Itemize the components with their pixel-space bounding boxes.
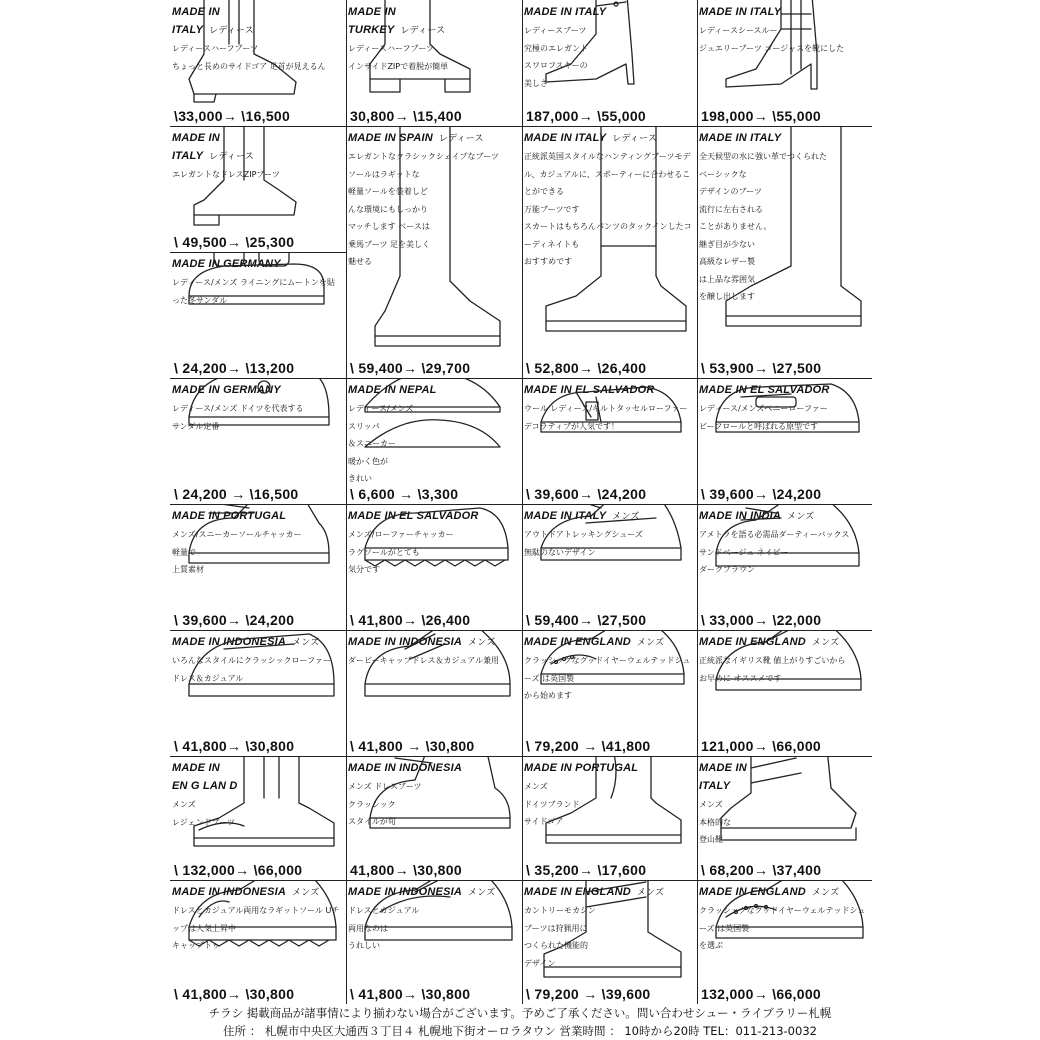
- desert-boot-illustration: [360, 756, 520, 858]
- store-footer: [0, 1004, 1040, 1040]
- description: メンズ/ローファーチャッカー ラグソールがとても 気分です: [348, 530, 454, 574]
- grid-divider: [522, 0, 523, 1004]
- product-card: [522, 630, 697, 756]
- product-card: [346, 880, 522, 1004]
- product-card: [346, 504, 522, 630]
- description: 正統派英国スタイルなハンティングブーツモデル、カジュアルに、スポーティーに合わせることができる 万能ブーツです スカートはもちろんパンツのタックインしたコーディネイトも おすすめです: [524, 152, 692, 266]
- price-tag: \ 41,800 → \30,800: [350, 738, 475, 754]
- derby-illustration: [360, 630, 520, 734]
- gender-label: メンズ: [292, 887, 320, 897]
- wingtip-illustration: [536, 630, 696, 734]
- origin-text: MADE IN GERMANY: [172, 258, 281, 270]
- gender-label: メンズ: [811, 887, 840, 897]
- gender-label: メンズ: [292, 637, 320, 647]
- product-card: [522, 378, 697, 504]
- product-card: [170, 126, 346, 252]
- origin-text: MADE IN INDONESIA: [348, 886, 463, 898]
- description: エレガントなドレスZIPブーツ: [172, 170, 280, 179]
- tassel-loafer-illustration: [536, 378, 696, 482]
- gender-label: メンズ: [636, 637, 665, 647]
- u-tip-illustration: [360, 880, 520, 982]
- price-tag: \ 24,200→ \13,200: [174, 360, 295, 376]
- product-card: [522, 756, 697, 880]
- description: 全天候型の水に強い革でつくられた ベーシックな デザインのブーツ 流行に左右される ことがありません。 継ぎ目が少ない 高級なレザー製 は上品な雰囲気 を醸し出します: [699, 152, 827, 301]
- description: ウール レディース/キルトタッセルローファー デコラティブが人気です！: [524, 404, 688, 431]
- origin-text: MADE IN ENGLAND: [524, 886, 631, 898]
- product-card: [697, 0, 872, 126]
- price-tag: \ 79,200 → \41,800: [526, 738, 651, 754]
- gender-label: メンズ: [787, 511, 815, 521]
- gender-label: レディース: [400, 25, 446, 35]
- product-card: [170, 756, 346, 880]
- origin-text: MADE IN INDONESIA: [348, 636, 463, 648]
- origin-text: MADE IN INDONESIA: [348, 762, 463, 774]
- origin-text: MADE IN INDIA: [699, 510, 782, 522]
- origin-text: MADE IN PORTUGAL: [524, 762, 639, 774]
- description: ダービーキャップドレス＆カジュアル兼用: [348, 656, 499, 665]
- country-boot-illustration: [536, 880, 696, 982]
- bucks-illustration: [711, 504, 871, 608]
- description: カントリーモカシン ブーツは狩猟用に つくられた機能的 デザイン: [524, 906, 596, 968]
- grid-divider: [170, 630, 872, 631]
- trekking-illustration: [536, 504, 696, 608]
- gender-label: レディース: [612, 133, 658, 143]
- description: メンズ ドレスブーツ クラッシック スタイルが旬: [348, 782, 422, 826]
- price-tag: \ 24,200 → \16,500: [174, 486, 299, 502]
- penny-loafer-illustration: [711, 378, 871, 482]
- lug-loafer-illustration: [360, 504, 520, 608]
- grid-divider: [346, 0, 347, 1004]
- origin-text: MADE IN EN G LAN D: [172, 762, 238, 792]
- price-tag: \ 41,800→ \30,800: [174, 738, 295, 754]
- origin-text: MADE IN EL SALVADOR: [524, 384, 655, 396]
- description: メンズ/スニーカーソールチャッカー 軽量で 上質素材: [172, 530, 302, 574]
- description: いろんなスタイルにクラッシックローファー ドレス＆カジュアル: [172, 656, 331, 683]
- origin-text: MADE IN SPAIN: [348, 132, 433, 144]
- price-tag: \ 33,000→ \22,000: [701, 612, 822, 628]
- product-card: [170, 630, 346, 756]
- chelsea-boot-illustration: [184, 0, 344, 104]
- full-brogue-illustration: [711, 880, 871, 982]
- ankle-boot-illustration: [360, 0, 520, 104]
- origin-text: MADE IN ITALY: [524, 6, 607, 18]
- origin-text: MADE IN ITALY: [699, 762, 747, 792]
- product-card: [170, 252, 346, 378]
- description: クラッシックなグッドイヤーウェルテッドシューズ は英国製 を選ぶ: [699, 906, 866, 950]
- grid-divider: [170, 378, 872, 379]
- gender-label: メンズ: [468, 637, 496, 647]
- footer-notice: チラシ 掲載商品が諸事情により揃わない場合がございます。予めご了承ください。問い合わせシュー・ライブラリー札幌: [208, 1006, 832, 1020]
- price-tag: \ 52,800→ \26,400: [526, 360, 647, 376]
- description: メンズ レジェンドブーツ: [172, 800, 235, 827]
- cap-toe-illustration: [184, 880, 344, 982]
- product-card: [346, 630, 522, 756]
- origin-text: MADE IN ITALY: [172, 6, 220, 36]
- description: レディース/メンズ ドイツを代表する サンダル定番: [172, 404, 304, 431]
- catalog-grid: [170, 0, 872, 1008]
- product-card: [697, 504, 872, 630]
- description: レディース/メンズ ライニングにムートンを貼った冬サンダル: [172, 278, 335, 305]
- product-card: [170, 880, 346, 1004]
- price-tag: \ 41,800→ \26,400: [350, 612, 471, 628]
- product-card: [522, 880, 697, 1004]
- origin-text: MADE IN ENGLAND: [699, 636, 806, 648]
- gender-label: レディース: [209, 25, 254, 35]
- product-card: [170, 378, 346, 504]
- footer-address: 住所 ： 札幌市中央区大通西３丁目４ 札幌地下街オーロラタウン 営業時間 ： 10時から20時 TEL：011-213-0032: [223, 1024, 817, 1038]
- origin-text: MADE IN ITALY: [699, 6, 782, 18]
- description: レディース/メンズ スリッパ ＆スニーカー 暖かく色が きれい: [348, 404, 414, 483]
- description: クラッシックなグッドイヤーウェルテッドシューズ は英国製 から始めます: [524, 656, 691, 700]
- description: レディースブーツ 究極のエレガント スワロフスキーの 美しさ: [524, 26, 588, 88]
- gender-label: レディース: [438, 133, 484, 143]
- classic-loafer-illustration: [184, 630, 344, 734]
- price-tag: \ 53,900→ \27,500: [701, 360, 822, 376]
- side-gore-illustration: [536, 756, 696, 858]
- origin-text: MADE IN NEPAL: [348, 384, 437, 396]
- price-tag: \ 79,200 → \39,600: [526, 986, 651, 1002]
- grid-divider: [170, 504, 872, 505]
- origin-text: MADE IN ENGLAND: [699, 886, 806, 898]
- price-tag: \ 6,600 → \3,300: [350, 486, 459, 502]
- gender-label: メンズ: [468, 887, 496, 897]
- mountain-boot-illustration: [711, 756, 871, 858]
- origin-text: MADE IN GERMANY: [172, 384, 281, 396]
- tall-boot-illustration: [360, 126, 520, 356]
- product-card: [697, 378, 872, 504]
- description: メンズ 本格的な 登山靴: [699, 800, 731, 844]
- price-tag: \ 39,600→ \24,200: [701, 486, 822, 502]
- product-card: [697, 630, 872, 756]
- description: ドレスとカジュアル 両用なのは うれしい: [348, 906, 420, 950]
- price-tag: \ 39,600→ \24,200: [174, 612, 295, 628]
- product-card: [522, 126, 697, 378]
- origin-text: MADE IN PORTUGAL: [172, 510, 287, 522]
- description: レディースハーフブーツ インサイドZIPで着脱が簡単: [348, 44, 449, 71]
- product-card: [522, 504, 697, 630]
- origin-text: MADE IN EL SALVADOR: [699, 384, 830, 396]
- hunting-boot-illustration: [536, 126, 696, 356]
- origin-text: MADE IN ITALY: [172, 132, 220, 162]
- price-tag: 30,800→ \15,400: [350, 108, 462, 124]
- description: レディースハーフブーツ ちょっと長めのサイドゴア 足首が見えるん: [172, 44, 326, 71]
- product-card: [346, 0, 522, 126]
- plain-derby-illustration: [711, 630, 871, 734]
- price-tag: \33,000→ \16,500: [174, 108, 291, 124]
- origin-text: MADE IN INDONESIA: [172, 886, 287, 898]
- description: メンズ ドイツブランド サイドゴア: [524, 782, 580, 826]
- grid-divider: [170, 252, 346, 253]
- gender-label: メンズ: [636, 887, 665, 897]
- origin-text: MADE IN EL SALVADOR: [348, 510, 479, 522]
- price-tag: 187,000→ \55,000: [526, 108, 647, 124]
- grid-divider: [697, 0, 698, 1004]
- brogue-chelsea-illustration: [184, 756, 344, 858]
- price-tag: \ 49,500→ \25,300: [174, 234, 295, 250]
- product-card: [697, 880, 872, 1004]
- gender-label: メンズ: [811, 637, 840, 647]
- product-card: [697, 126, 872, 378]
- mesh-heel-illustration: [711, 0, 871, 104]
- product-card: [170, 504, 346, 630]
- origin-text: MADE IN TURKEY: [348, 6, 396, 36]
- description: アメトラを語る必需品ダーティーバックス サンドベージュ ネイビー ダークブラウン: [699, 530, 850, 574]
- description: エレガントなクラシックシェイプなブーツ ソールはラギットな 軽量ソールを装着しど んな環境にもしっかり マッチします ベースは 乗馬ブーツ 足を美しく 魅せる: [348, 152, 499, 266]
- description: 正統派なイギリス靴 値上がりすごいから お早めに オススメです: [699, 656, 846, 683]
- price-tag: \ 132,000→ \66,000: [174, 862, 303, 878]
- description: アウトドアトレッキングシューズ 無駄のないデザイン: [524, 530, 643, 557]
- product-card: [170, 0, 346, 126]
- grid-divider: [170, 126, 872, 127]
- price-tag: \ 35,200→ \17,600: [526, 862, 647, 878]
- price-tag: \ 59,400→ \27,500: [526, 612, 647, 628]
- clog-illustration: [184, 378, 344, 482]
- product-card: [697, 756, 872, 880]
- price-tag: 121,000→ \66,000: [701, 738, 822, 754]
- origin-text: MADE IN INDONESIA: [172, 636, 287, 648]
- price-tag: 198,000→ \55,000: [701, 108, 822, 124]
- zip-boot-illustration: [184, 126, 344, 230]
- price-tag: \ 39,600→ \24,200: [526, 486, 647, 502]
- price-tag: \ 41,800→ \30,800: [174, 986, 295, 1002]
- sandal-illustration: [184, 252, 344, 356]
- grid-divider: [170, 880, 872, 881]
- grid-divider: [170, 756, 872, 757]
- price-tag: \ 68,200→ \37,400: [701, 862, 822, 878]
- origin-text: MADE IN ITALY: [699, 132, 782, 144]
- product-card: [346, 126, 522, 378]
- product-card: [346, 756, 522, 880]
- long-boot-illustration: [711, 126, 871, 356]
- chukka-illustration: [184, 504, 344, 608]
- product-card: [346, 378, 522, 504]
- price-tag: 132,000→ \66,000: [701, 986, 822, 1002]
- price-tag: \ 59,400→ \29,700: [350, 360, 471, 376]
- jewel-heel-illustration: [536, 0, 696, 104]
- gender-label: メンズ: [612, 511, 640, 521]
- description: レディースシースルー ジュエリーブーツ ゴージャスを靴にした: [699, 26, 845, 53]
- origin-text: MADE IN ENGLAND: [524, 636, 631, 648]
- price-tag: 41,800→ \30,800: [350, 862, 462, 878]
- price-tag: \ 41,800→ \30,800: [350, 986, 471, 1002]
- origin-text: MADE IN ITALY: [524, 132, 607, 144]
- felt-slipper-illustration: [360, 378, 520, 482]
- description: レディース/メンズペニーローファー ビーフロールと呼ばれる原型です: [699, 404, 828, 431]
- gender-label: レディース: [209, 151, 254, 161]
- product-card: [522, 0, 697, 126]
- description: ドレスとカジュアル両用なラギットソール Uチップは人気上昇中 キャップトゥ: [172, 906, 340, 950]
- origin-text: MADE IN ITALY: [524, 510, 607, 522]
